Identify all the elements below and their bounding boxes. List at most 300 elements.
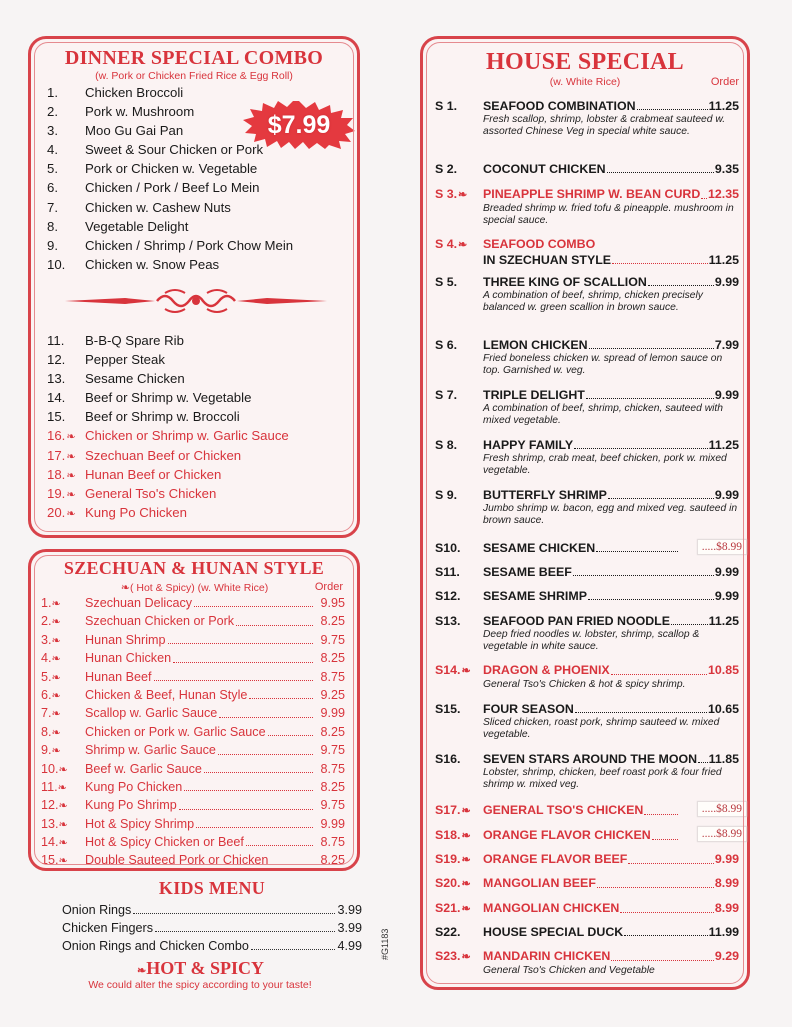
item-name: Pork w. Mushroom [85,104,195,120]
item-number: S12. [435,589,461,603]
item-name: Szechuan Chicken or Pork [85,614,235,629]
house-item [435,828,742,844]
dot-leader [611,663,707,675]
item-name: Szechuan Delicacy [85,596,193,610]
item-name: Pork or Chicken w. Vegetable [85,161,258,177]
house-item-line [435,275,739,290]
list-item [47,255,347,274]
dot-leader [607,162,714,173]
item-price: 8.25 [320,779,345,794]
dot-leader [194,594,313,607]
list-item [47,159,347,178]
dinner-title: DINNER SPECIAL COMBO [64,47,324,69]
house-item-line [435,589,739,604]
item-name: Pepper Steak [85,352,165,368]
item-price: 11.25 [708,99,739,113]
item-name: Hot & Spicy Shrimp [85,816,195,831]
item-price: 9.75 [320,743,345,758]
house-item [435,275,739,314]
item-name: Kung Po Chicken [85,504,187,520]
list-item [41,594,345,612]
item-price: 11.25 [708,438,739,452]
dot-leader [133,901,335,914]
item-number: S20.❧ [435,876,471,890]
dot-leader [620,901,714,913]
item-number: 18.❧ [47,465,85,484]
item-name: Kung Po Shrimp [85,798,177,813]
item-name: Onion Rings [62,903,132,917]
dot-leader [588,589,714,600]
item-number: S 4.❧ [435,237,468,251]
item-number: S 1. [435,99,458,113]
house-item-line [435,663,739,679]
item-price: 8.25 [320,724,345,739]
item-number: 12.❧ [41,796,85,814]
item-price: 7.99 [714,338,739,352]
list-item [47,102,347,121]
item-name: LEMON CHICKEN [483,338,588,352]
ornament-divider-icon [65,287,327,315]
item-number: S15. [435,702,461,716]
item-name: Vegetable Delight [85,218,189,234]
item-number: S22. [435,925,461,939]
house-item [435,388,739,427]
item-name: ORANGE FLAVOR CHICKEN [483,828,651,842]
item-number: S 7. [435,388,458,402]
house-item-line [435,876,739,892]
pepper-icon: ❧ [51,726,61,739]
dinner-list-b [47,331,347,522]
item-name: MANDARIN CHICKEN [483,949,611,963]
item-price: 3.99 [337,903,362,917]
dot-leader [204,760,313,773]
item-description: Jumbo shrimp w. bacon, egg and mixed veg. sauteed in brown sauce. [483,503,738,527]
pepper-icon: ❧ [51,634,61,647]
pepper-icon: ❧ [51,653,61,666]
hot-spicy-title: ❧HOT & SPICY [137,958,264,978]
house-subtitle: (w. White Rice) [549,76,621,88]
dot-leader [251,937,336,950]
pepper-icon: ❧ [458,239,468,251]
item-name: SESAME CHICKEN [483,541,596,555]
dot-leader [573,565,714,576]
pepper-icon: ❧ [51,598,61,610]
pepper-icon: ❧ [461,830,471,842]
item-price: 9.99 [714,589,739,603]
item-number: 1. [47,85,58,100]
item-name: Hunan Chicken [85,651,172,666]
item-description: Fried boneless chicken w. spread of lemon sauce on top. Garnished w. veg. [483,353,723,377]
pepper-icon: ❧ [58,763,68,776]
pepper-icon: ❧ [51,671,61,684]
dot-leader [612,253,708,264]
item-number: 5. [47,161,58,177]
item-description: Fresh scallop, shrimp, lobster & crabmeat sauteed w. assorted Chinese Veg in special white sauce. [483,114,726,138]
dot-leader [196,815,313,828]
list-item [47,236,347,255]
pepper-icon: ❧ [51,745,61,758]
list-item [47,407,347,426]
dot-leader [644,803,678,815]
item-number: 8. [47,218,58,234]
dot-leader [589,338,714,349]
list-item [47,369,347,388]
item-price: 8.99 [714,876,739,890]
house-item [435,99,739,138]
dot-leader [701,187,707,199]
house-item [435,803,742,819]
dot-leader [624,925,707,936]
dot-leader [586,388,714,399]
item-number: 19.❧ [47,484,85,503]
kids-menu [62,878,362,955]
price-sticker: .....$8.99 [697,826,747,842]
item-description: General Tso's Chicken and Vegetable [483,965,655,976]
hot-spicy-note [60,958,340,991]
item-number: 10.❧ [41,760,85,778]
item-price: 11.85 [708,752,739,766]
item-description: A combination of beef, shrimp, chicken precisely balanced w. green scallion in brown sauce. [483,290,703,314]
pepper-icon: ❧ [58,818,68,831]
list-item [47,217,347,236]
item-number: 2.❧ [41,612,85,630]
house-item-line [435,925,739,940]
item-number: 11.❧ [41,778,85,796]
item-description: Lobster, shrimp, chicken, beef roast pork & four fried shrimp w. mixed veg. [483,767,722,791]
item-number: 8.❧ [41,723,85,741]
item-number: 1.❧ [41,594,85,612]
dot-leader [236,612,313,625]
item-name: Chicken w. Cashew Nuts [85,199,231,215]
house-item [435,162,739,177]
item-price: 10.85 [707,663,739,677]
house-special-panel [420,36,750,990]
item-name: Hunan Beef or Chicken [85,466,222,482]
house-item [435,187,739,227]
list-item [47,140,347,159]
item-name: Chicken or Shrimp w. Garlic Sauce [85,428,289,444]
item-number: 2. [47,104,58,120]
item-price: 9.25 [320,687,345,702]
dinner-special-panel [28,36,360,538]
dot-leader [168,631,313,644]
item-name: Onion Rings and Chicken Combo [62,939,249,953]
item-number: S19.❧ [435,852,471,866]
dot-leader [637,99,708,110]
item-price: 9.95 [320,596,345,610]
pepper-icon: ❧ [66,450,76,463]
dinner-price: $7.99 [267,111,331,139]
item-price: 9.99 [714,488,739,502]
house-item [435,488,739,527]
house-item [435,438,739,477]
item-number: 16.❧ [47,426,85,445]
item-description: General Tso's Chicken & hot & spicy shrimp. [483,679,686,690]
item-number: 3. [47,123,58,139]
item-name: Chicken or Pork w. Garlic Sauce [85,724,266,739]
house-item-line [435,752,739,767]
house-item-line [435,565,739,580]
pepper-icon: ❧ [461,878,471,890]
item-price: 9.99 [320,706,345,721]
item-number: S10. [435,541,461,555]
item-name: THREE KING OF SCALLION [483,275,647,289]
house-item-line [435,338,739,353]
item-name: Scallop w. Garlic Sauce [85,706,218,721]
list-item [47,484,347,503]
item-number: S16. [435,752,461,766]
item-name: SEVEN STARS AROUND THE MOON [483,752,698,766]
item-number: 13. [47,371,66,387]
dot-leader [648,275,714,286]
pepper-icon: ❧ [66,507,76,520]
house-item-line [435,614,739,629]
item-name: SEAFOOD COMBINATION [483,99,636,113]
item-name: Sesame Chicken [85,371,185,387]
pepper-icon: ❧ [458,189,468,201]
list-item [62,937,362,955]
item-number: 10. [47,256,66,272]
item-price: 9.75 [320,798,345,813]
house-item [435,949,739,977]
house-item-line [435,187,739,203]
house-item-line [435,803,739,819]
item-name: SESAME SHRIMP [483,589,587,603]
item-description: Breaded shrimp w. fried tofu & pineapple. mushroom in special sauce. [483,203,734,227]
price-sticker: .....$8.99 [697,539,747,555]
dinner-subtitle: (w. Pork or Chicken Fried Rice & Egg Roll) [95,70,293,82]
dot-leader [154,668,313,681]
pepper-icon: ❧ [461,951,471,963]
pepper-icon: ❧ [66,469,76,482]
house-item-line [435,388,739,403]
dinner-list-a [47,83,347,274]
szechuan-title: SZECHUAN & HUNAN STYLE [63,558,325,578]
house-item-line [435,438,739,453]
house-item-line [435,162,739,177]
item-number: 20.❧ [47,503,85,522]
szechuan-hunan-panel [28,549,360,871]
item-price: 9.99 [714,388,739,402]
item-number: 5.❧ [41,668,85,686]
item-price: 9.29 [714,949,739,963]
pepper-icon: ❧ [66,431,76,444]
item-name: HOUSE SPECIAL DUCK [483,925,624,939]
szechuan-order-label: Order [314,581,343,593]
item-number: 13.❧ [41,815,85,833]
dot-leader [179,796,313,809]
item-number: 7.❧ [41,704,85,722]
list-item [41,723,345,741]
item-number: 11. [47,333,65,348]
pepper-icon: ❧ [58,800,68,813]
item-description: Fresh shrimp, crab meat, beef chicken, pork w. mixed vegetable. [483,453,727,477]
dot-leader [270,851,313,864]
item-number: 4.❧ [41,649,85,667]
house-item [435,925,739,940]
list-item [41,686,345,704]
pepper-icon: ❧ [120,582,130,594]
house-item [435,876,739,892]
item-name: PINEAPPLE SHRIMP W. BEAN CURD [483,187,701,201]
item-number: 12. [47,352,66,368]
szechuan-subtitle: ❧( Hot & Spicy) (w. White Rice) [120,582,269,594]
item-price: 8.75 [320,669,345,684]
item-number: 6.❧ [41,686,85,704]
item-name: Kung Po Chicken [85,779,183,794]
item-name: Szechuan Beef or Chicken [85,447,242,463]
item-number: 14.❧ [41,833,85,851]
item-price: 8.75 [320,761,345,776]
item-name: Chicken Broccoli [85,85,184,100]
list-item [47,178,347,197]
list-item [41,649,345,667]
item-price: 3.99 [337,921,362,935]
item-name: Chicken w. Snow Peas [85,256,220,272]
item-name: IN SZECHUAN STYLE [483,253,612,267]
price-sticker: .....$8.99 [697,801,747,817]
house-item-line [435,702,739,717]
item-price: 10.65 [707,702,739,716]
pepper-icon: ❧ [461,854,471,866]
item-name: MANGOLIAN CHICKEN [483,901,620,915]
pepper-icon: ❧ [51,616,61,629]
house-item [435,589,739,604]
item-name: COCONUT CHICKEN [483,162,606,176]
dot-leader [574,438,707,449]
item-number: S17.❧ [435,803,471,817]
item-name: Hunan Shrimp [85,632,166,647]
item-name: General Tso's Chicken [85,485,217,501]
list-item [41,796,345,814]
pepper-icon: ❧ [66,488,76,501]
pepper-icon: ❧ [58,837,68,850]
dot-leader [155,919,335,932]
item-number: 4. [47,142,58,158]
item-name: Chicken & Beef, Hunan Style [85,687,248,702]
item-number: 17.❧ [47,446,85,465]
house-item-line [435,541,739,556]
list-item [41,760,345,778]
item-name: Chicken Fingers [62,921,153,935]
item-name: TRIPLE DELIGHT [483,388,585,402]
pepper-icon: ❧ [57,781,67,794]
list-item [47,465,347,484]
item-number: 6. [47,180,58,196]
dot-leader [652,828,678,840]
dot-leader [575,702,707,713]
house-item [435,614,739,653]
item-price: 8.25 [320,853,345,868]
item-name: Chicken / Shrimp / Pork Chow Mein [85,237,294,253]
list-item [47,83,347,102]
item-name: Chicken / Pork / Beef Lo Mein [85,180,260,196]
item-number: S 2. [435,162,458,176]
list-item [41,833,345,851]
item-name: MANGOLIAN BEEF [483,876,596,890]
pepper-icon: ❧ [461,805,471,817]
house-item [435,237,739,268]
list-item [41,741,345,759]
house-item-line [435,901,739,917]
item-name: Sweet & Sour Chicken or Pork [85,142,264,158]
item-number: S14.❧ [435,663,471,677]
item-description: Sliced chicken, roast pork, shrimp sauteed w. mixed vegetable. [483,717,720,741]
pepper-icon: ❧ [461,665,471,677]
list-item [47,503,347,522]
house-order-label: Order [710,76,739,88]
item-number: 3.❧ [41,631,85,649]
item-number: S 6. [435,338,458,352]
pepper-icon: ❧ [51,689,61,702]
dot-leader [173,649,313,662]
dot-leader [698,752,708,763]
item-number: S13. [435,614,461,628]
list-item [47,121,347,140]
item-name: GENERAL TSO'S CHICKEN [483,803,644,817]
dot-leader [184,778,313,791]
house-item [435,541,742,556]
item-price: 12.35 [707,187,739,201]
item-description: Deep fried noodles w. lobster, shrimp, scallop & vegetable in white sauce. [483,629,700,653]
item-number: 7. [47,199,58,215]
list-item [41,668,345,686]
dot-leader [246,833,313,846]
item-number: S 9. [435,488,458,502]
item-name: ORANGE FLAVOR BEEF [483,852,628,866]
kids-list [62,901,362,955]
pepper-icon: ❧ [137,965,147,977]
pepper-icon: ❧ [461,903,471,915]
house-item-line [435,949,739,965]
item-name: BUTTERFLY SHRIMP [483,488,607,502]
house-title: HOUSE SPECIAL [486,49,684,75]
house-item [435,752,739,791]
house-item [435,338,739,377]
item-name: SEAFOOD COMBO [483,237,596,251]
item-price: 8.75 [320,835,345,850]
item-number: 14. [47,390,66,406]
kids-title: KIDS MENU [158,878,266,898]
list-item [47,198,347,217]
house-item-line [435,99,739,114]
szechuan-list [41,594,345,870]
dot-leader [611,949,714,961]
house-item-line [435,488,739,503]
item-name: HAPPY FAMILY [483,438,574,452]
item-name: Double Sauteed Pork or Chicken [85,853,269,868]
house-item [435,702,739,741]
item-name: Beef or Shrimp w. Vegetable [85,390,252,406]
item-number: 15. [47,409,66,425]
item-price: 8.25 [320,651,345,666]
item-price: 9.35 [714,162,739,176]
item-name: DRAGON & PHOENIX [483,663,610,677]
item-price: 11.25 [708,614,739,628]
list-item [62,919,362,937]
list-item [47,331,347,350]
dot-leader [671,614,708,625]
item-price: 11.99 [708,925,739,939]
item-name: SESAME BEEF [483,565,572,579]
item-name: Hunan Beef [85,669,152,684]
house-item [435,852,739,868]
dot-leader [219,704,313,717]
item-number: S21.❧ [435,901,471,915]
list-item [47,446,347,465]
house-item-line [435,828,739,844]
item-name: Moo Gu Gai Pan [85,123,184,139]
